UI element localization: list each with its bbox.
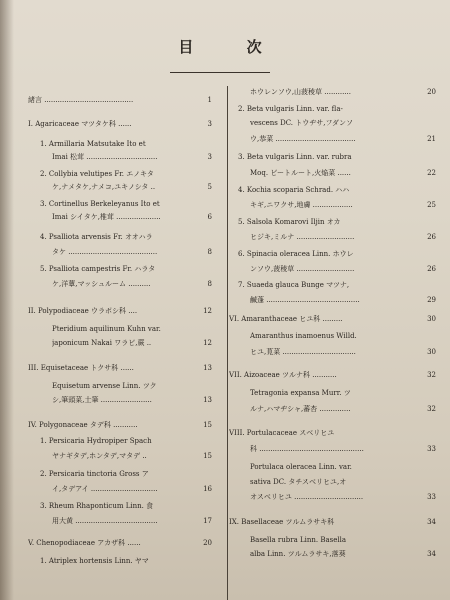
toc-entry [250,86,436,99]
toc-entry-text: 緒言 ........................................ [28,96,134,104]
toc-entry-text: 7. Suaeda glauca Bunge マツナ, [238,281,350,289]
toc-entry [229,369,436,382]
toc-page-number: 33 [427,493,436,501]
toc-page-number: 8 [207,248,212,256]
toc-entry [250,294,436,307]
toc-entry [52,211,212,224]
toc-page-number: 26 [427,233,436,241]
toc-entry [238,184,436,197]
toc-entry-text: Tetragonia expansa Murr. ツ [250,389,351,397]
toc-entry-text: ヒジキ,ミルナ .......................... [250,233,355,241]
toc-entry-text: I. Agaricaceae マツタケ科 ...... [28,120,132,128]
toc-entry [52,181,212,194]
toc-entry [40,468,212,481]
toc-page-number: 16 [203,485,212,493]
toc-entry-text: 2. Beta vulgaris Linn. var. fla- [238,105,343,113]
toc-entry [28,94,212,107]
toc-entry [28,537,212,550]
toc-entry-text: Basella rubra Linn. Basella [250,536,347,544]
toc-entry-text: シ,筆頭菜,土筆 ....................... [52,396,152,404]
toc-page-number: 22 [427,169,436,177]
toc-entry-text: オスベリヒユ ............................... [250,493,364,501]
toc-entry-text: ヤナギタデ,ホンタデ,マタデ .. [52,452,147,460]
toc-entry [28,362,212,375]
toc-entry-text: キギ,ニワクサ,地膚 .................. [250,201,353,209]
toc-page-number: 8 [207,280,212,288]
toc-entry-text: ホウレンソウ,山菠稜草 ............ [250,88,351,96]
toc-entry-text: VI. Amaranthaceae ヒユ科 ......... [229,315,343,323]
toc-page-number: 26 [427,265,436,273]
toc-entry [250,133,436,146]
toc-entry [250,443,436,456]
toc-page-number: 33 [427,445,436,453]
toc-entry-text: イ,タデアイ .............................. [52,485,158,493]
toc-entry-text: Imai シイタケ,椎茸 .................... [52,213,161,221]
toc-entry [52,380,212,393]
toc-entry [28,118,212,131]
toc-page-number: 21 [427,135,436,143]
toc-entry-text: IV. Polygonaceae タデ科 ........... [28,421,138,429]
toc-entry-text: III. Equisetaceae トクサ科 ...... [28,364,134,372]
toc-entry-text: II. Polypodiaceae ウラボシ科 .... [28,307,138,315]
toc-entry [250,346,436,359]
toc-entry [52,483,212,496]
toc-entry-text: sativa DC. タチスベリヒユ,オ [250,478,347,486]
toc-entry-text: Portulaca oleracea Linn. var. [250,463,352,471]
toc-entry-text: 科 ............................................... [250,445,364,453]
toc-entry-text: 2. Persicaria tinctoria Gross ア [40,470,149,478]
toc-entry-text: Pteridium aquilinum Kuhn var. [52,325,161,333]
toc-entry-text: 3. Rheum Rhaponticum Linn. 食 [40,502,154,510]
toc-entry-text: 1. Atriplex hortensis Linn. ヤマ [40,557,149,565]
toc-entry-text: ヒユ,莧菜 ................................. [250,348,356,356]
toc-entry-text: Amaranthus inamoenus Willd. [250,332,357,340]
toc-entry [229,313,436,326]
toc-page-number: 30 [427,348,436,356]
toc-entry [238,103,436,116]
toc-page-number: 32 [427,371,436,379]
toc-page-number: 32 [427,405,436,413]
toc-entry-text: 3. Cortinellus Berkeleyanus Ito et [40,200,160,208]
toc-entry [52,394,212,407]
toc-entry-text: alba Linn. ツルムラサキ,落葵 [250,550,346,558]
toc-entry [40,500,212,513]
toc-entry [250,491,436,504]
toc-entry-text: 4. Kochia scoparia Schrad. ハハ [238,186,350,194]
toc-entry [250,167,436,180]
toc-entry [40,138,212,151]
toc-entry [238,279,436,292]
toc-entry [52,515,212,528]
toc-entry-text: ンソウ,菠稜草 .......................... [250,265,355,273]
toc-page-number: 15 [203,452,212,460]
toc-page-number: 1 [207,96,212,104]
toc-entry-text: ケ,洋蕈,マッシュルーム .......... [52,280,151,288]
toc-entry [52,151,212,164]
toc-entry [52,450,212,463]
toc-entry [40,198,212,211]
toc-entry-text: Moq. ビートルート,火焔菜 ...... [250,169,351,177]
toc-entry-text: VII. Aizoaceae ツルナ科 ........... [229,371,337,379]
toc-entry-text: Equisetum arvense Linn. ツク [52,382,157,390]
toc-page-number: 5 [207,183,212,191]
toc-page-number: 3 [207,120,212,128]
toc-entry [40,555,212,568]
toc-entry [229,516,436,529]
toc-entry [28,305,212,318]
toc-entry [250,548,436,561]
page-title: 目 次 [178,38,286,56]
toc-page-number: 17 [203,517,212,525]
toc-page-number: 15 [203,421,212,429]
column-divider [227,86,228,600]
toc-entry [250,534,436,547]
toc-entry-text: 2. Collybia velutipes Fr. エノキタ [40,170,154,178]
toc-entry-text: V. Chenopodiaceae アカザ科 ...... [28,539,141,547]
toc-entry [52,246,212,259]
title-underline [170,72,270,73]
toc-entry [238,151,436,164]
toc-entry-text: ルナ,ハマヂシャ,蕃杏 .............. [250,405,351,413]
toc-entry [250,387,436,400]
toc-entry [250,263,436,276]
toc-page-number: 34 [427,550,436,558]
page-gutter-shadow [0,0,14,600]
toc-entry [52,323,212,336]
toc-entry-text: ケ,ナメタケ,ナメコ,ユキノシタ .. [52,183,156,191]
toc-page-number: 30 [427,315,436,323]
toc-entry-text: 5. Salsola Komarovi Iljin オカ [238,218,341,226]
toc-entry-text: IX. Basellaceae ツルムラサキ科 [229,518,335,526]
toc-entry-text: ウ,恭菜 .................................... [250,135,356,143]
toc-entry [40,263,212,276]
toc-entry-text: 用大黄 ..................................... [52,517,158,525]
toc-page-number: 6 [207,213,212,221]
toc-entry-text: 1. Persicaria Hydropiper Spach [40,437,152,445]
toc-entry-text: 鹹蓬 .......................................... [250,296,360,304]
toc-entry [40,168,212,181]
toc-entry-text: タケ ........................................ [52,248,158,256]
toc-entry-text: Imai 松茸 ................................ [52,153,158,161]
toc-entry [250,476,436,489]
toc-entry [250,231,436,244]
toc-entry [250,461,436,474]
toc-page-number: 20 [427,88,436,96]
toc-entry [250,403,436,416]
toc-entry [40,435,212,448]
toc-entry-text: japonicum Nakai ワラビ,蕨 .. [52,339,152,347]
toc-entry [250,330,436,343]
toc-entry-text: 5. Psalliota campestris Fr. ハラタ [40,265,156,273]
toc-entry [40,231,212,244]
toc-entry [238,248,436,261]
toc-page-number: 13 [203,364,212,372]
toc-page-number: 13 [203,396,212,404]
toc-entry [250,199,436,212]
toc-entry-text: VIII. Portulacaceae スベリヒユ [229,429,335,437]
toc-entry [250,117,436,130]
toc-page-number: 12 [203,307,212,315]
toc-entry [229,427,436,440]
toc-entry [52,278,212,291]
toc-entry [238,216,436,229]
toc-page-number: 20 [203,539,212,547]
toc-page-number: 3 [207,153,212,161]
toc-entry [52,337,212,350]
toc-entry-text: 4. Psalliota arvensis Fr. オオハラ [40,233,153,241]
toc-entry-text: 3. Beta vulgaris Linn. var. rubra [238,153,352,161]
toc-entry-text: 6. Spinacia oleracea Linn. ホウレ [238,250,354,258]
toc-entry [28,419,212,432]
toc-page-number: 12 [203,339,212,347]
toc-page-number: 34 [427,518,436,526]
toc-entry-text: 1. Armillaria Matsutake Ito et [40,140,146,148]
toc-page-number: 29 [427,296,436,304]
toc-entry-text: vescens DC. トウヂサ,フダンソ [250,119,354,127]
toc-page-number: 25 [427,201,436,209]
